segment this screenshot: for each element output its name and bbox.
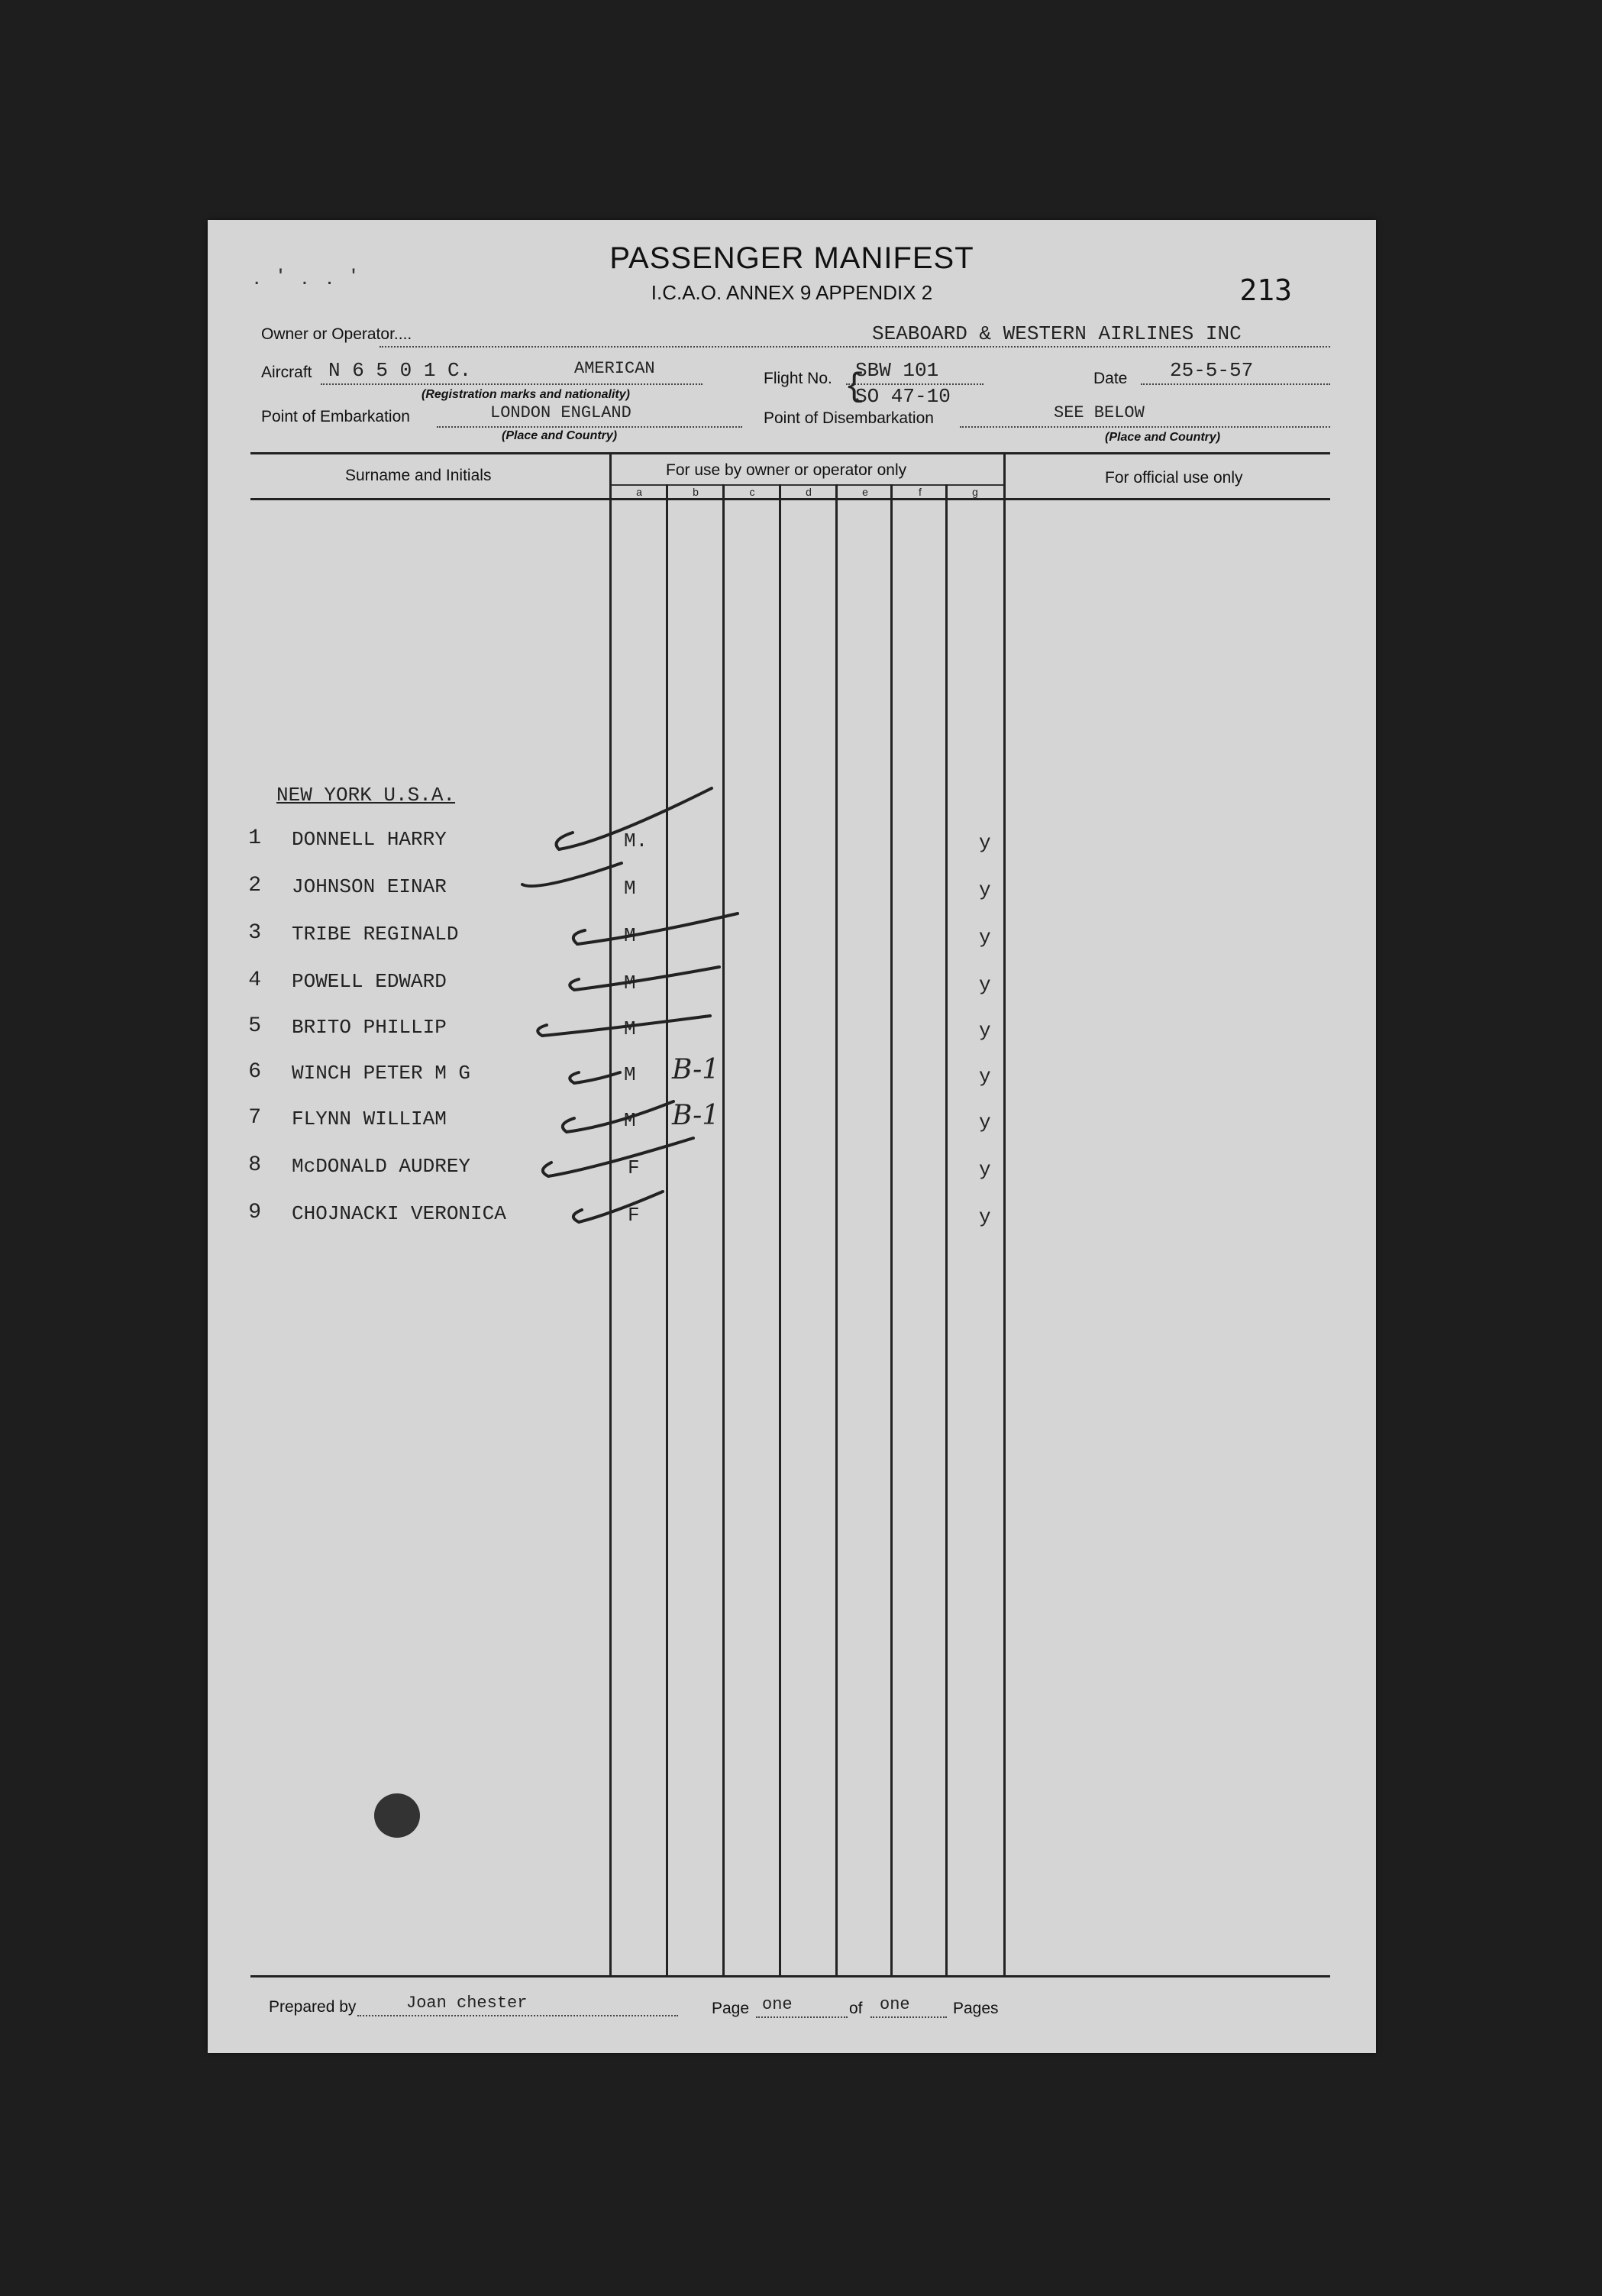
row-number: 2	[248, 874, 261, 897]
manifest-sheet	[208, 220, 1376, 2053]
disembark-label: Point of Disembarkation	[764, 409, 934, 427]
row-number: 7	[248, 1106, 261, 1130]
page-value: one	[762, 1995, 793, 2014]
passenger-name: DONNELL HARRY	[292, 828, 447, 851]
col-letter-g: g	[972, 486, 978, 498]
check-mark	[573, 914, 738, 944]
embark-value: LONDON ENGLAND	[490, 403, 631, 422]
of-label: of	[849, 2000, 863, 2017]
section-heading: NEW YORK U.S.A.	[276, 784, 456, 807]
cell-a: M	[624, 1063, 636, 1086]
check-mark	[563, 1101, 673, 1132]
row-number: 5	[248, 1014, 261, 1038]
cell-g: y	[979, 1111, 991, 1133]
flight-brace: {	[845, 368, 865, 406]
ink-blot	[374, 1793, 420, 1838]
of-value: one	[880, 1995, 910, 2014]
flight-label: Flight No.	[764, 370, 832, 387]
col-letter-d: d	[806, 486, 812, 498]
cell-g: y	[979, 1019, 991, 1042]
aircraft-value: N 6 5 0 1 C.	[328, 359, 472, 382]
cell-a: F	[628, 1156, 640, 1179]
cell-b: B-1	[672, 1100, 720, 1131]
document-title: PASSENGER MANIFEST	[609, 241, 974, 275]
row-number: 6	[248, 1060, 261, 1084]
prepared-value: Joan chester	[406, 1994, 528, 2013]
flight-value-1: SBW 101	[855, 359, 939, 382]
check-mark	[538, 1016, 710, 1036]
cell-g: y	[979, 878, 991, 901]
check-ticks	[208, 220, 1376, 2053]
col-letter-f: f	[919, 486, 922, 498]
disembark-place-note: (Place and Country)	[1105, 431, 1221, 444]
flight-value-2: SO 47-10	[855, 385, 951, 408]
passenger-name: JOHNSON EINAR	[292, 875, 447, 898]
cell-a: M	[624, 972, 636, 994]
row-number: 4	[248, 969, 261, 992]
row-number: 1	[248, 826, 261, 850]
check-mark	[573, 1192, 663, 1222]
stray-marks: . ' . . '	[254, 264, 362, 289]
check-mark	[557, 788, 712, 849]
passenger-name: TRIBE REGINALD	[292, 923, 459, 946]
col-letter-c: c	[749, 486, 755, 498]
document-subtitle: I.C.A.O. ANNEX 9 APPENDIX 2	[651, 281, 933, 304]
passenger-name: BRITO PHILLIP	[292, 1016, 447, 1039]
check-mark	[522, 863, 622, 886]
prepared-label: Prepared by	[269, 1998, 357, 2016]
page-dotline	[756, 2016, 848, 2018]
pages-label: Pages	[953, 2000, 999, 2017]
cell-g: y	[979, 1205, 991, 1228]
check-mark	[570, 1072, 620, 1083]
disembark-value: SEE BELOW	[1054, 403, 1145, 422]
cell-a: M.	[624, 829, 648, 852]
passenger-name: FLYNN WILLIAM	[292, 1108, 447, 1130]
cell-a: M	[624, 877, 636, 900]
registration-note: (Registration marks and nationality)	[421, 388, 630, 401]
date-value: 25-5-57	[1170, 359, 1254, 382]
check-mark	[543, 1138, 693, 1176]
col-owner-header: For use by owner or operator only	[666, 461, 907, 479]
cell-g: y	[979, 926, 991, 949]
page-label: Page	[712, 2000, 750, 2017]
row-number: 9	[248, 1201, 261, 1224]
col-letter-b: b	[693, 486, 699, 498]
page-number: 213	[1239, 273, 1292, 307]
passenger-name: CHOJNACKI VERONICA	[292, 1202, 506, 1225]
owner-value: SEABOARD & WESTERN AIRLINES INC	[872, 322, 1242, 345]
cell-a: M	[624, 1017, 636, 1040]
cell-g: y	[979, 1158, 991, 1181]
of-dotline	[870, 2016, 947, 2018]
col-official-header: For official use only	[1105, 469, 1243, 487]
footer-rule	[250, 1975, 1330, 1977]
owner-label: Owner or Operator....	[261, 325, 412, 343]
cell-b: B-1	[672, 1054, 720, 1085]
passenger-name: WINCH PETER M G	[292, 1062, 471, 1085]
cell-g: y	[979, 831, 991, 854]
embark-place-note: (Place and Country)	[502, 429, 618, 442]
cell-g: y	[979, 1065, 991, 1088]
row-number: 3	[248, 921, 261, 945]
prepared-dotline	[357, 2015, 678, 2016]
embark-label: Point of Embarkation	[261, 408, 410, 425]
cell-a: M	[624, 924, 636, 947]
cell-g: y	[979, 973, 991, 996]
passenger-name: McDONALD AUDREY	[292, 1155, 471, 1178]
date-label: Date	[1093, 370, 1128, 387]
check-mark	[570, 967, 719, 990]
row-number: 8	[248, 1153, 261, 1177]
col-letter-a: a	[636, 486, 642, 498]
aircraft-label: Aircraft	[261, 364, 312, 381]
cell-a: M	[624, 1109, 636, 1132]
aircraft-nationality: AMERICAN	[574, 359, 655, 378]
cell-a: F	[628, 1204, 640, 1227]
passenger-name: POWELL EDWARD	[292, 970, 447, 993]
col-surname-header: Surname and Initials	[345, 467, 492, 484]
col-letter-e: e	[862, 486, 868, 498]
